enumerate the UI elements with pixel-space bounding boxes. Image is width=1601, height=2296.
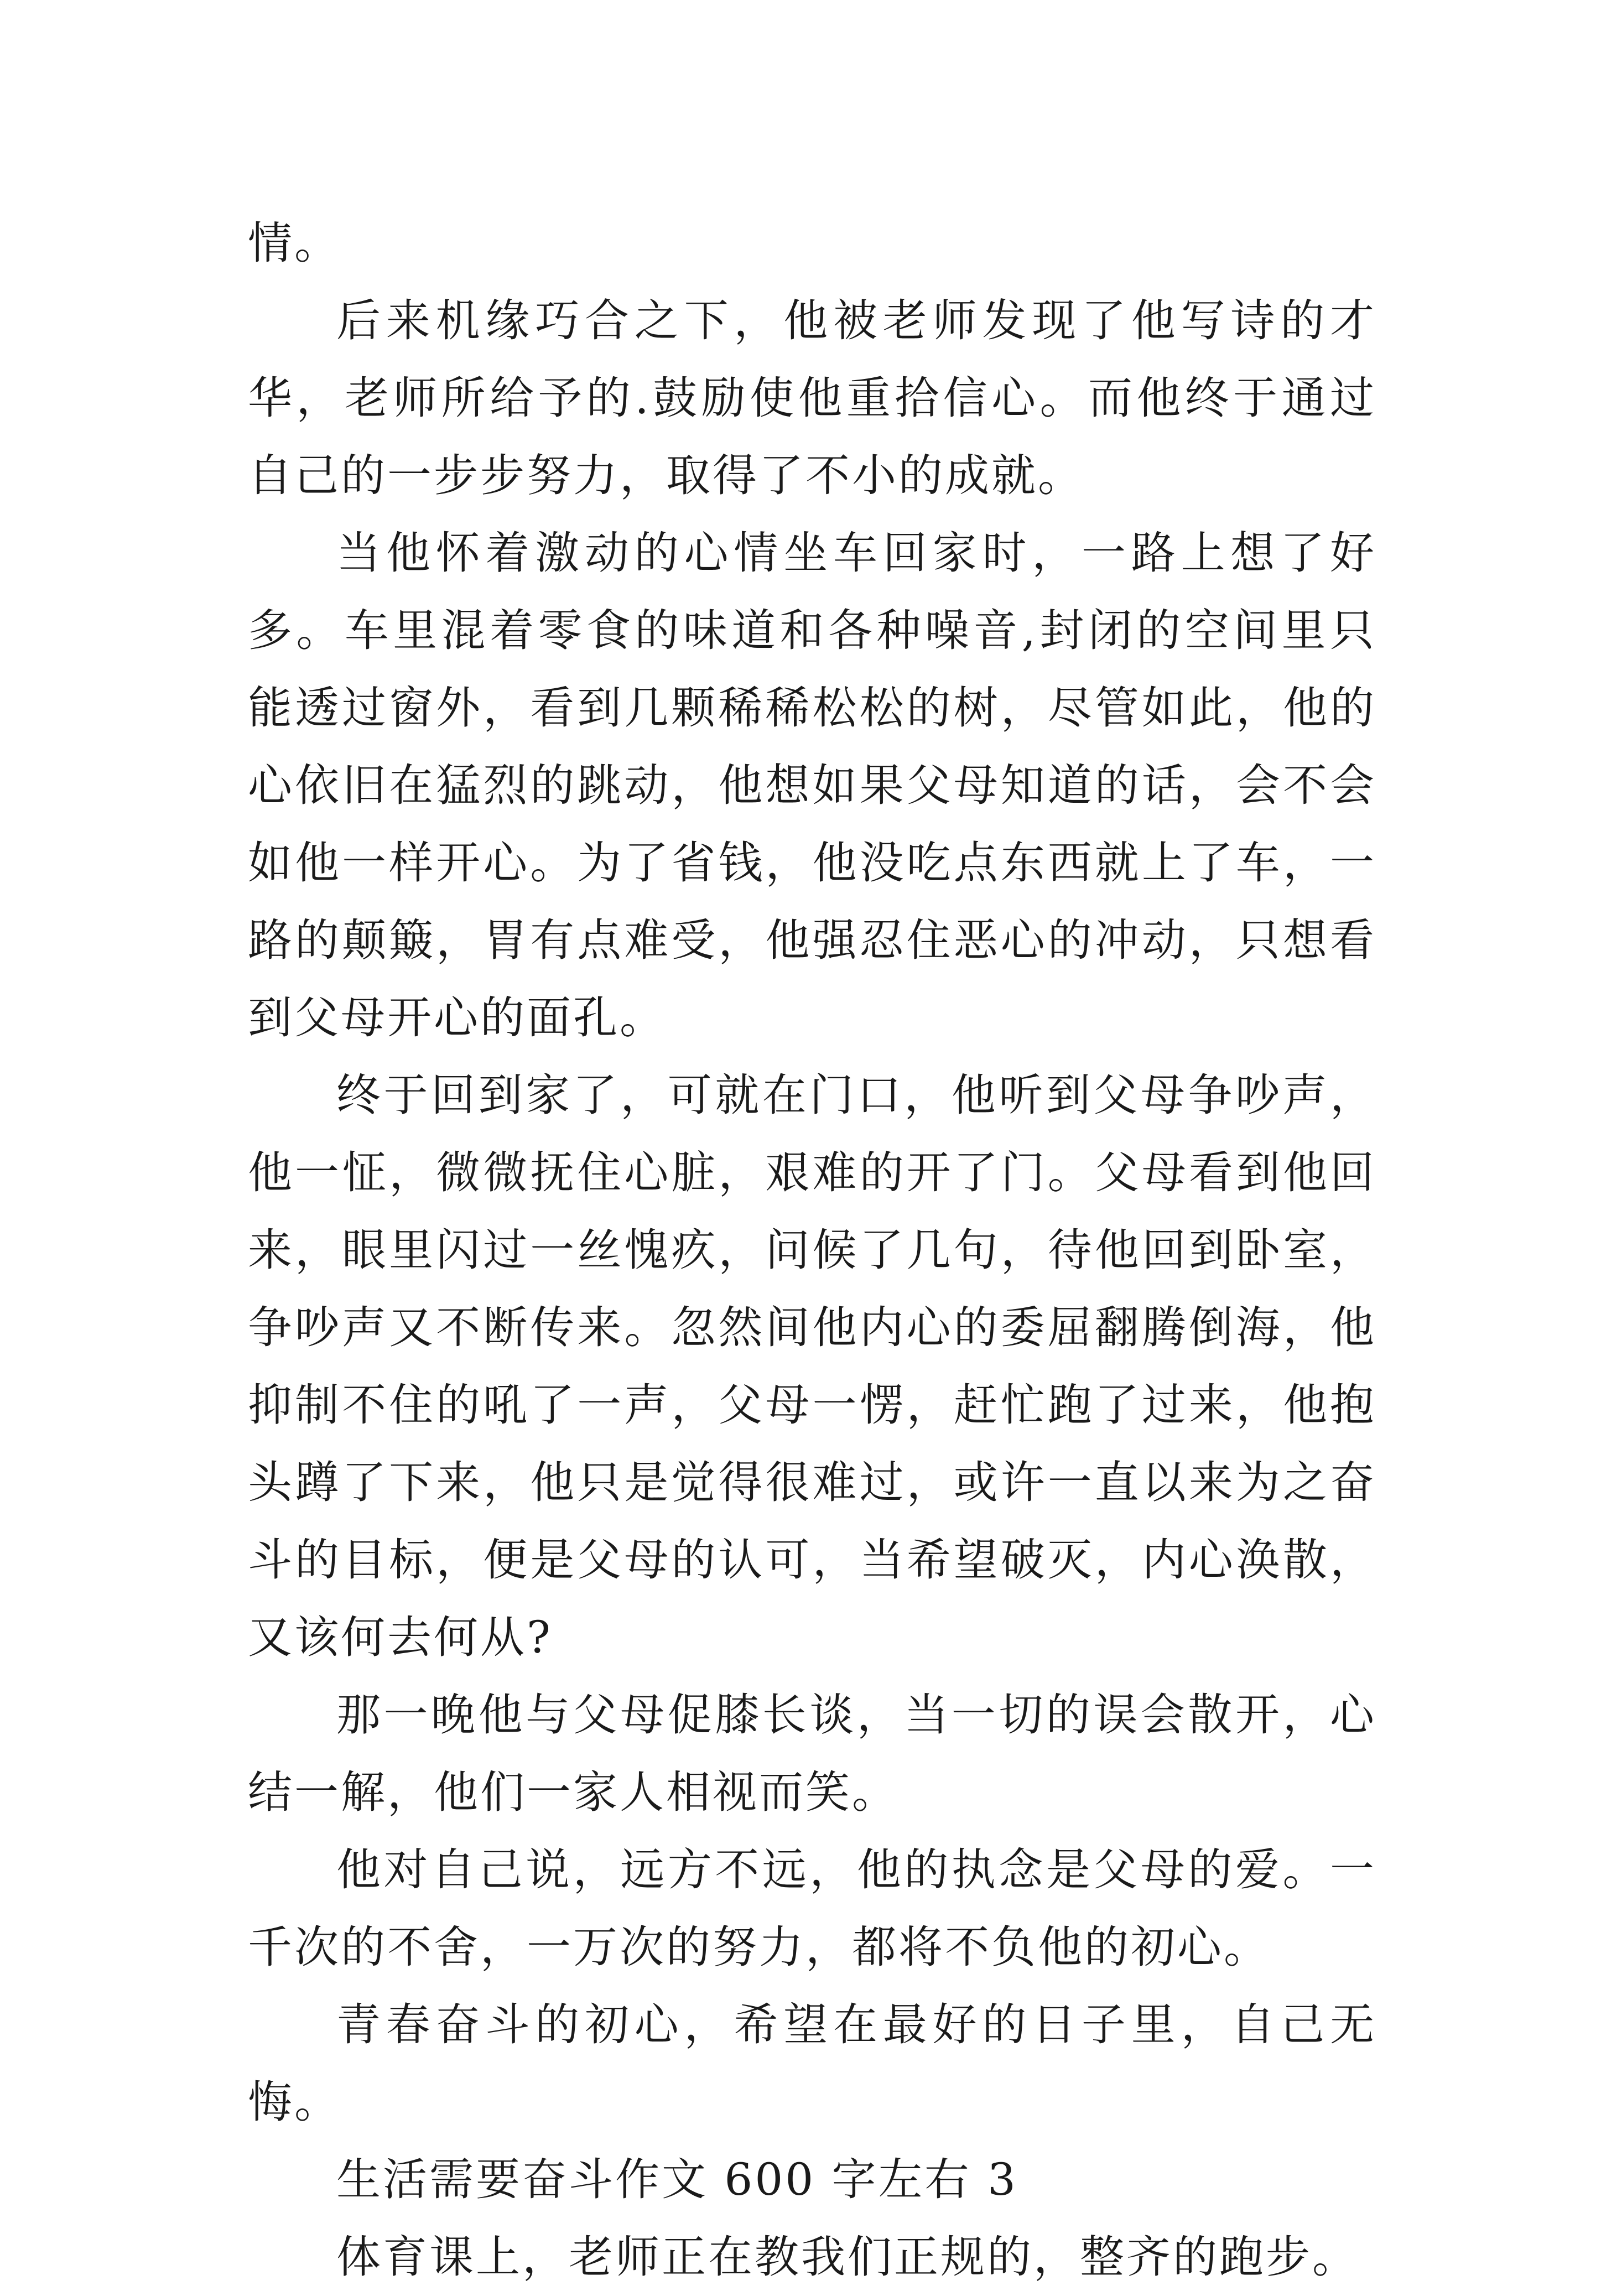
- section-heading: 生活需要奋斗作文 600 字左右 3: [336, 2154, 1018, 2205]
- paragraph: 体育课上，老师正在教我们正规的，整齐的跑步。: [336, 2231, 1359, 2283]
- paragraph-continuation: 情。: [248, 217, 341, 269]
- document-body: [248, 205, 1376, 2296]
- paragraph: 那一晚他与父母促膝长谈，当一切的误会散开，心结一解，他们一家人相视而笑。: [248, 1689, 1376, 1818]
- paragraph: 后来机缘巧合之下，他被老师发现了他写诗的才华，老师所给予的.鼓励使他重拾信心。而他终于通过自己的一步步努力，取得了不小的成就。: [248, 295, 1376, 501]
- paragraph: 终于回到家了，可就在门口，他听到父母争吵声，他一怔，微微抚住心脏，艰难的开了门。父母看到他回来，眼里闪过一丝愧疚，问候了几句，待他回到卧室，争吵声又不断传来。忽然间他内心的委屈翻腾倒海，他抑制不住的吼了一声，父母一愣，赶忙跑了过来，他抱头蹲了下来，他只是觉得很难过，或许一直以来为之奋斗的目标，便是父母的认可，当希望破灭，内心涣散，又该何去何从?: [248, 1069, 1376, 1663]
- paragraph: 当他怀着激动的心情坐车回家时，一路上想了好多。车里混着零食的味道和各种噪音,封闭的空间里只能透过窗外，看到几颗稀稀松松的树，尽管如此，他的心依旧在猛烈的跳动，他想如果父母知道的话，会不会如他一样开心。为了省钱，他没吃点东西就上了车，一路的颠簸，胃有点难受，他强忍住恶心的冲动，只想看到父母开心的面孔。: [248, 527, 1376, 1043]
- paragraph: 他对自己说，远方不远，他的执念是父母的爱。一千次的不舍，一万次的努力，都将不负他的初心。: [248, 1844, 1376, 1973]
- paragraph: 青春奋斗的初心，希望在最好的日子里，自己无悔。: [248, 1999, 1376, 2128]
